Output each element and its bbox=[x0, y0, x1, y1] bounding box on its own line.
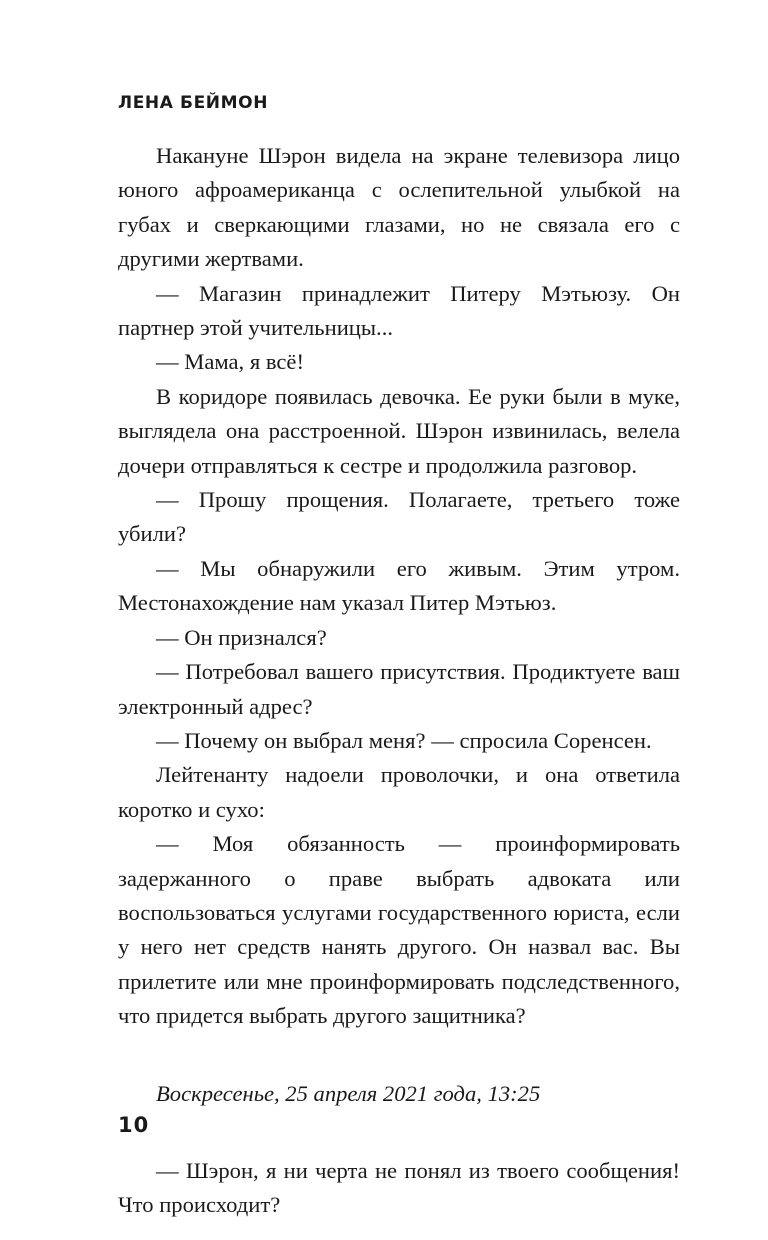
paragraph: Накануне Шэрон видела на экране телевизора лицо юного афроамериканца с ослепительной улыбкой на губах и сверкающими глазами, но не связала его с другими жертвами. bbox=[118, 143, 680, 272]
paragraph: В коридоре появилась девочка. Ее руки были в муке, выглядела она расстроенной. Шэрон извинилась, велела дочери отправляться к сестре и продолжила разговор. bbox=[118, 383, 680, 478]
dateline: Воскресенье, 25 апреля 2021 года, 13:25 bbox=[156, 1080, 541, 1106]
paragraph: — Моя обязанность — проинформировать задержанного о праве выбрать адвоката или воспользоваться услугами государственного юриста, если у него нет средств нанять другого. Он назвал вас. Вы прилетите или мне проинформировать подследственного, что придется выбрать другого защитника? bbox=[118, 831, 680, 1029]
paragraph: — Почему он выбрал меня? — спросила Соренсен. bbox=[156, 727, 652, 753]
page-number: 10 bbox=[118, 1113, 150, 1137]
paragraph: — Потребовал вашего присутствия. Продиктуете ваш электронный адрес? bbox=[118, 659, 680, 719]
body-text bbox=[118, 139, 680, 1223]
paragraph: — Он признался? bbox=[156, 624, 327, 650]
paragraph: — Магазин принадлежит Питеру Мэтьюзу. Он партнер этой учительницы... bbox=[118, 280, 680, 341]
paragraph: — Мама, я всё! bbox=[156, 349, 304, 375]
section-gap bbox=[118, 1034, 680, 1077]
paragraph: — Мы обнаружили его живым. Этим утром. Местонахождение нам указал Питер Мэтьюз. bbox=[118, 555, 680, 616]
paragraph: — Прошу прощения. Полагаете, третьего тоже убили? bbox=[118, 487, 680, 547]
paragraph: — Шэрон, я ни черта не понял из твоего сообщения! Что происходит? bbox=[118, 1157, 680, 1218]
paragraph: Лейтенанту надоели проволочки, и она ответила коротко и сухо: bbox=[118, 762, 680, 822]
section-gap bbox=[118, 1111, 680, 1154]
running-head: ЛЕНА БЕЙМОН bbox=[118, 93, 269, 113]
